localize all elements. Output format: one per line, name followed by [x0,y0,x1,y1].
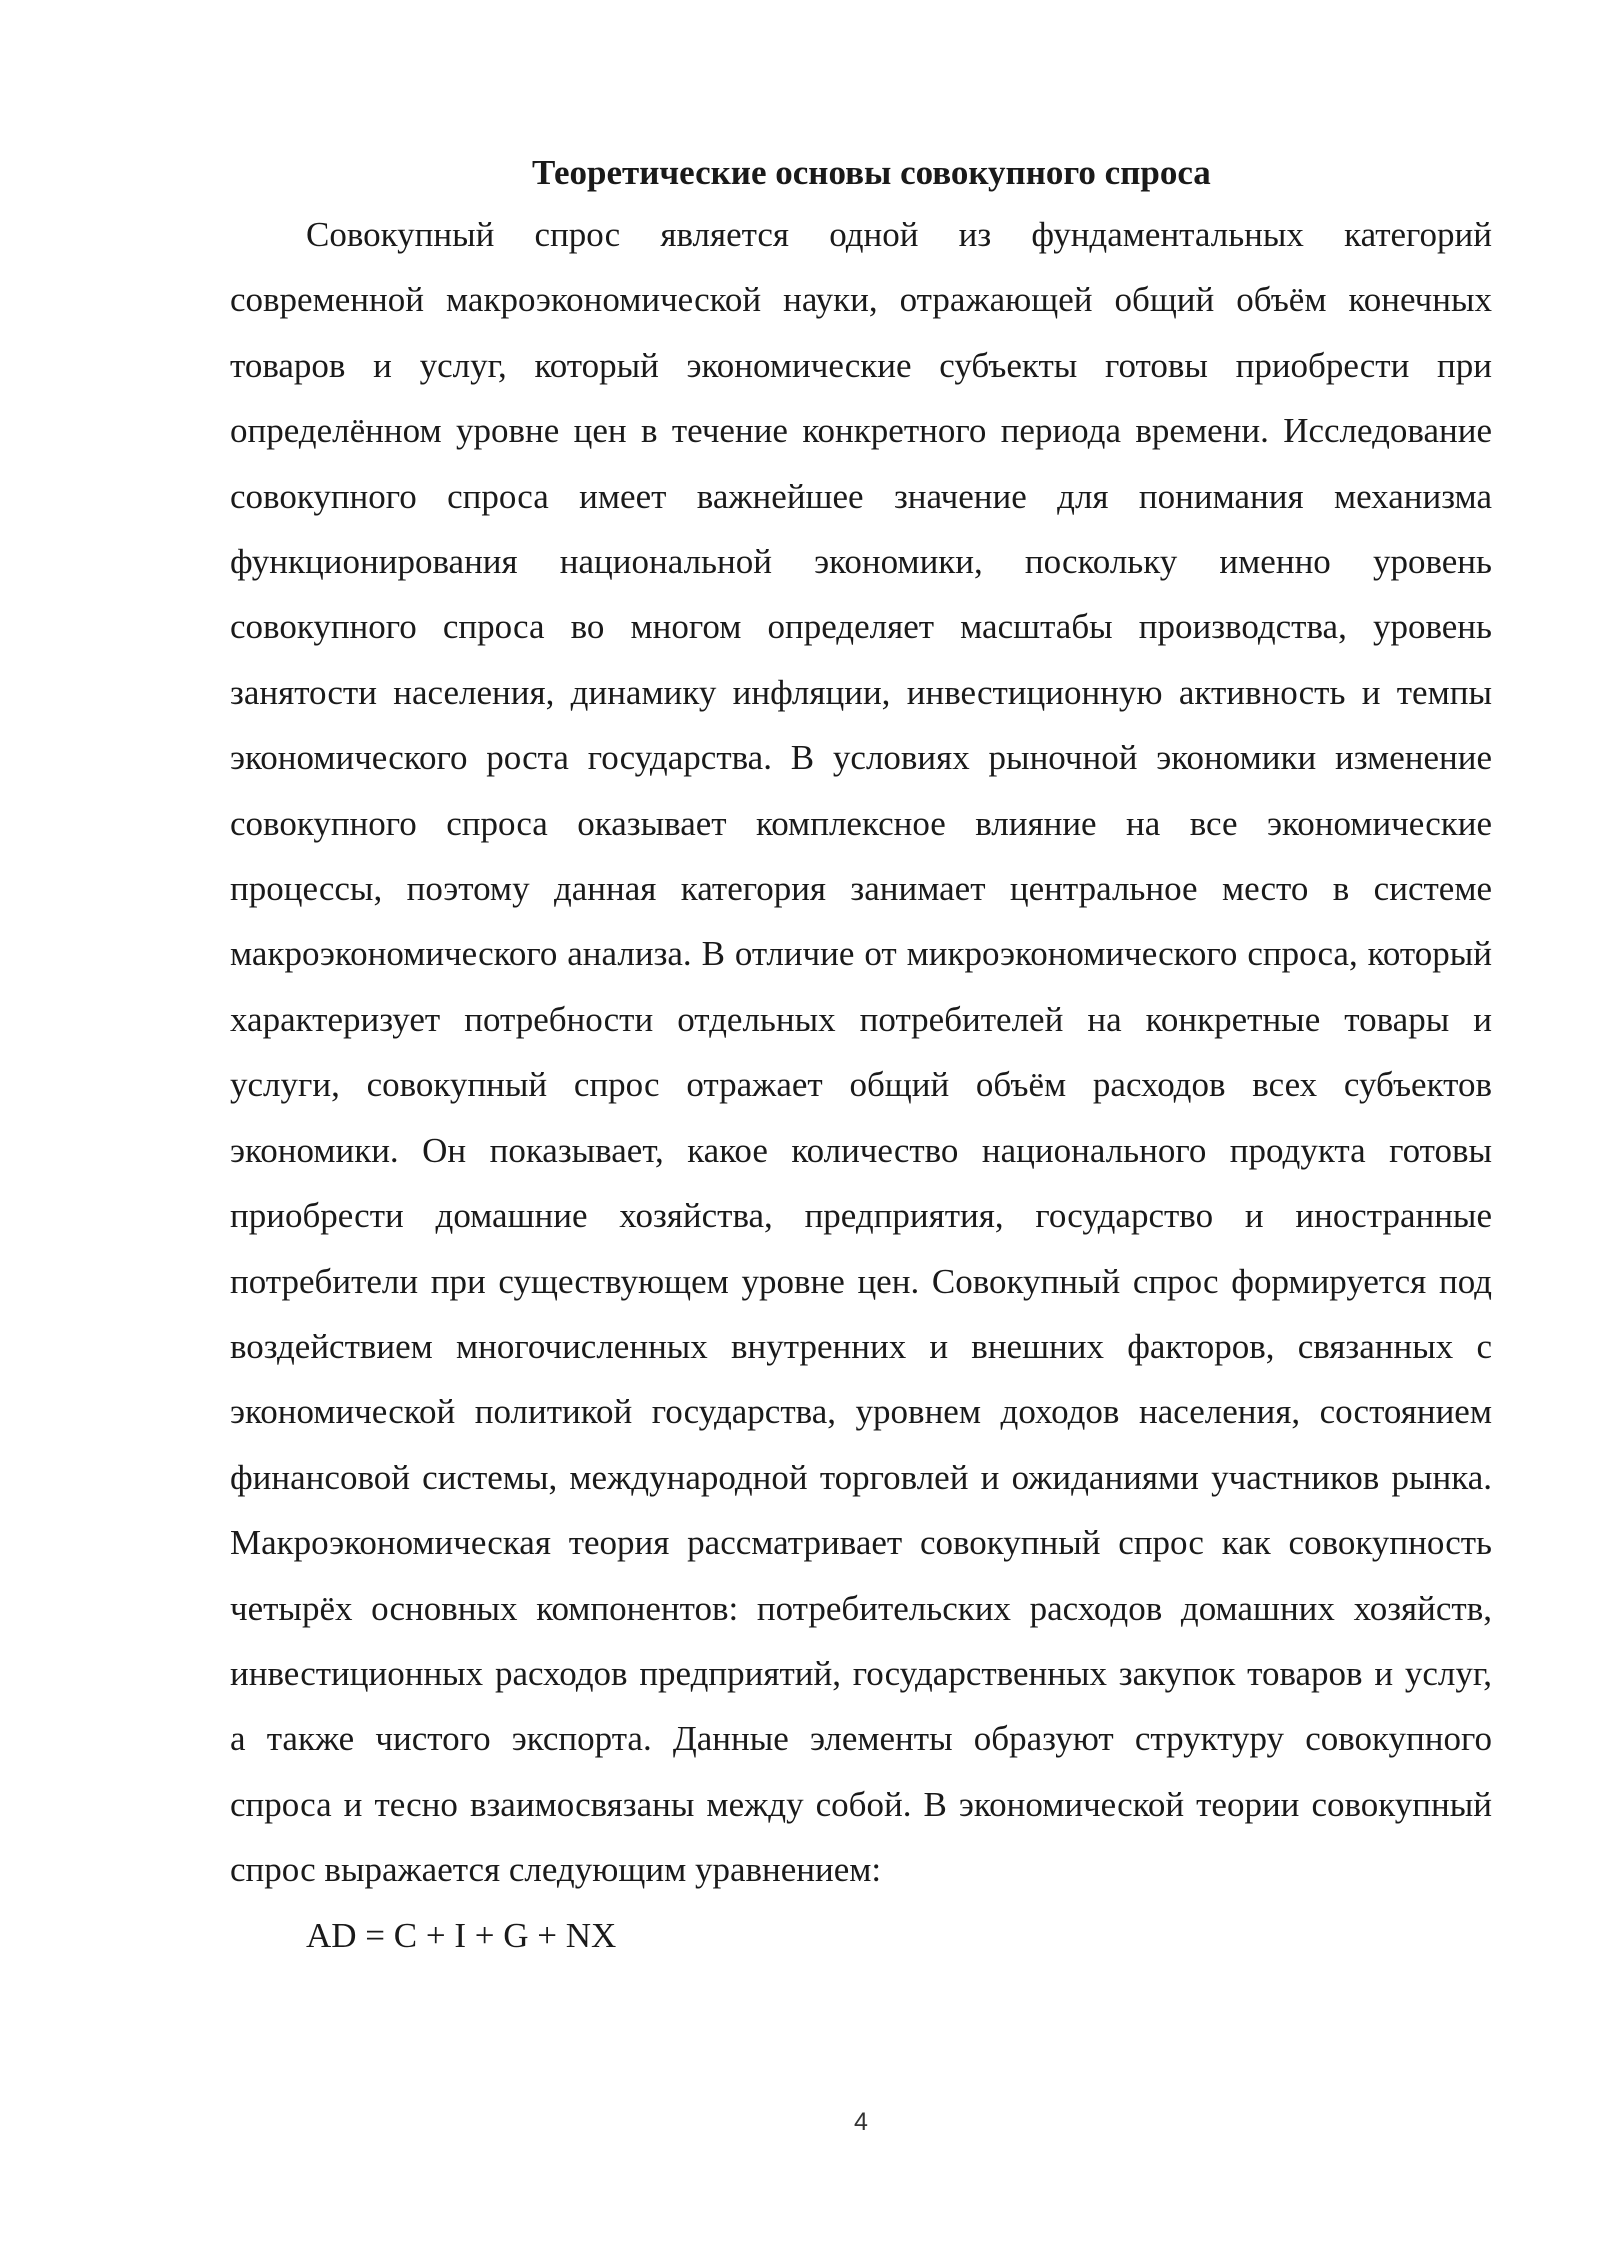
page-number: 4 [854,2108,868,2136]
body-paragraph: Совокупный спрос является одной из фундаментальных категорий современной макроэкономической науки, отражающей общий объём конечных товаров и услуг, который экономические субъекты готовы приобрести при определённом уровне цен в течение конкретного периода времени. Исследование совокупного спроса имеет важнейшее значение для понимания механизма функционирования национальной экономики, поскольку именно уровень совокупного спроса во многом определяет масштабы производства, уровень занятости населения, динамику инфляции, инвестиционную активность и темпы экономического роста государства. В условиях рыночной экономики изменение совокупного спроса оказывает комплексное влияние на все экономические процессы, поэтому данная категория занимает центральное место в системе макроэкономического анализа. В отличие от микроэкономического спроса, который характеризует потребности отдельных потребителей на конкретные товары и услуги, совокупный спрос отражает общий объём расходов всех субъектов экономики. Он показывает, какое количество национального продукта готовы приобрести домашние хозяйства, предприятия, государство и иностранные потребители при существующем уровне цен. Совокупный спрос формируется под воздействием многочисленных внутренних и внешних факторов, связанных с экономической политикой государства, уровнем доходов населения, состоянием финансовой системы, международной торговлей и ожиданиями участников рынка. Макроэкономическая теория рассматривает совокупный спрос как совокупность четырёх основных компонентов: потребительских расходов домашних хозяйств, инвестиционных расходов предприятий, государственных закупок товаров и услуг, а также чистого экспорта. Данные элементы образуют структуру совокупного спроса и тесно взаимосвязаны между собой. В экономической теории совокупный спрос выражается следующим уравнением: [230,215,1492,1890]
page-content [230,148,1492,1968]
formula-line: AD = C + I + G + NX [306,1915,617,1955]
section-heading: Теоретические основы совокупного спроса [532,153,1211,192]
